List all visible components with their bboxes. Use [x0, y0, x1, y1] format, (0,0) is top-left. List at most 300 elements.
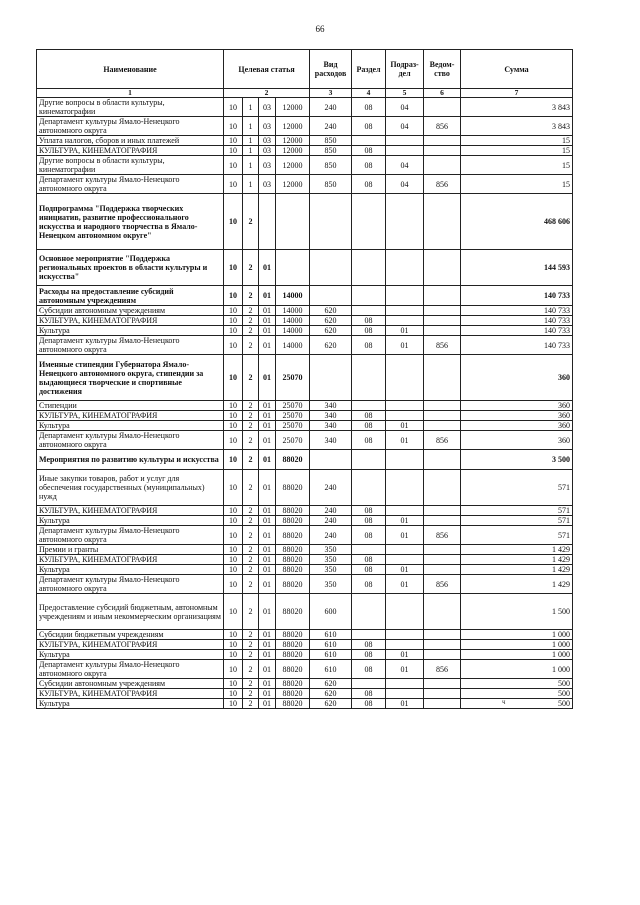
expense-type-cell: 240: [310, 516, 352, 526]
table-row: [37, 516, 573, 526]
department-cell: 856: [424, 175, 461, 194]
expense-type-cell: 620: [310, 306, 352, 316]
expense-type-cell: 350: [310, 565, 352, 575]
activity-code: 01: [259, 401, 276, 411]
direction-code: 12000: [276, 98, 310, 117]
department-cell: [424, 156, 461, 175]
program-code: 10: [224, 450, 243, 470]
table-row: [37, 411, 573, 421]
section-cell: [352, 250, 386, 286]
subsection-cell: [386, 146, 424, 156]
department-cell: [424, 555, 461, 565]
row-name: КУЛЬТУРА, КИНЕМАТОГРАФИЯ: [37, 316, 224, 326]
subsection-cell: 01: [386, 421, 424, 431]
table-row: [37, 286, 573, 306]
program-code: 10: [224, 98, 243, 117]
direction-code: 25070: [276, 421, 310, 431]
section-cell: [352, 630, 386, 640]
direction-code: 12000: [276, 175, 310, 194]
row-name: Департамент культуры Ямало-Ненецкого автономного округа: [37, 431, 224, 450]
table-row: [37, 401, 573, 411]
direction-code: 88020: [276, 679, 310, 689]
activity-code: 01: [259, 250, 276, 286]
expense-type-cell: 620: [310, 699, 352, 709]
sum-cell: 140 733: [461, 286, 573, 306]
section-cell: [352, 594, 386, 630]
activity-code: 01: [259, 640, 276, 650]
expense-type-cell: 620: [310, 336, 352, 355]
expense-type-cell: 340: [310, 401, 352, 411]
section-cell: [352, 286, 386, 306]
direction-code: 12000: [276, 146, 310, 156]
sum-cell: 1 429: [461, 555, 573, 565]
table-row: [37, 699, 573, 709]
table-row: [37, 555, 573, 565]
direction-code: 88020: [276, 630, 310, 640]
subprogram-code: 2: [243, 431, 259, 450]
department-cell: [424, 355, 461, 401]
row-name: Департамент культуры Ямало-Ненецкого автономного округа: [37, 336, 224, 355]
section-cell: [352, 306, 386, 316]
program-code: 10: [224, 689, 243, 699]
section-cell: 08: [352, 699, 386, 709]
header-section: Раздел: [352, 50, 386, 89]
direction-code: 88020: [276, 594, 310, 630]
row-name: Иные закупки товаров, работ и услуг для обеспечения государственных (муниципальных) нужд: [37, 470, 224, 506]
program-code: 10: [224, 156, 243, 175]
row-name: Департамент культуры Ямало-Ненецкого автономного округа: [37, 660, 224, 679]
direction-code: 12000: [276, 136, 310, 146]
row-name: Основное мероприятие "Поддержка региональных проектов в области культуры и искусства": [37, 250, 224, 286]
subsection-cell: 01: [386, 699, 424, 709]
department-cell: [424, 286, 461, 306]
department-cell: 856: [424, 526, 461, 545]
activity-code: 01: [259, 630, 276, 640]
table-row: [37, 660, 573, 679]
department-cell: [424, 306, 461, 316]
sum-cell: 571: [461, 470, 573, 506]
direction-code: 88020: [276, 650, 310, 660]
expense-type-cell: 620: [310, 326, 352, 336]
activity-code: 01: [259, 689, 276, 699]
direction-code: 88020: [276, 470, 310, 506]
subprogram-code: 2: [243, 194, 259, 250]
subprogram-code: 1: [243, 117, 259, 136]
program-code: 10: [224, 355, 243, 401]
row-name: КУЛЬТУРА, КИНЕМАТОГРАФИЯ: [37, 146, 224, 156]
subprogram-code: 1: [243, 136, 259, 146]
activity-code: 01: [259, 660, 276, 679]
section-cell: 08: [352, 117, 386, 136]
table-row: [37, 336, 573, 355]
expense-type-cell: 850: [310, 175, 352, 194]
direction-code: 88020: [276, 565, 310, 575]
expense-type-cell: 610: [310, 640, 352, 650]
table-row: [37, 506, 573, 516]
direction-code: 25070: [276, 401, 310, 411]
header-sum: Сумма: [461, 50, 573, 89]
subprogram-code: 2: [243, 699, 259, 709]
sum-cell: 360: [461, 411, 573, 421]
sum-cell: 360: [461, 431, 573, 450]
subsection-cell: [386, 401, 424, 411]
subsection-cell: 01: [386, 565, 424, 575]
row-name: КУЛЬТУРА, КИНЕМАТОГРАФИЯ: [37, 689, 224, 699]
program-code: 10: [224, 411, 243, 421]
program-code: 10: [224, 679, 243, 689]
row-name: Стипендии: [37, 401, 224, 411]
subprogram-code: 2: [243, 650, 259, 660]
direction-code: 14000: [276, 286, 310, 306]
direction-code: 12000: [276, 156, 310, 175]
program-code: 10: [224, 306, 243, 316]
row-name: Департамент культуры Ямало-Ненецкого автономного округа: [37, 575, 224, 594]
direction-code: 88020: [276, 640, 310, 650]
header-name: Наименование: [37, 50, 224, 89]
expense-type-cell: 610: [310, 630, 352, 640]
section-cell: [352, 470, 386, 506]
subprogram-code: 2: [243, 250, 259, 286]
expense-type-cell: 240: [310, 98, 352, 117]
direction-code: 25070: [276, 355, 310, 401]
department-cell: [424, 421, 461, 431]
expense-type-cell: 350: [310, 545, 352, 555]
section-cell: 08: [352, 506, 386, 516]
sum-cell: 3 843: [461, 117, 573, 136]
subsection-cell: [386, 306, 424, 316]
activity-code: 01: [259, 431, 276, 450]
sum-cell: 15: [461, 156, 573, 175]
department-cell: [424, 679, 461, 689]
department-cell: 856: [424, 660, 461, 679]
program-code: 10: [224, 470, 243, 506]
program-code: 10: [224, 630, 243, 640]
table-row: [37, 175, 573, 194]
subprogram-code: 2: [243, 355, 259, 401]
subsection-cell: 01: [386, 431, 424, 450]
program-code: 10: [224, 565, 243, 575]
direction-code: 14000: [276, 336, 310, 355]
subprogram-code: 2: [243, 516, 259, 526]
program-code: 10: [224, 136, 243, 146]
activity-code: 01: [259, 594, 276, 630]
program-code: 10: [224, 117, 243, 136]
activity-code: 03: [259, 136, 276, 146]
subprogram-code: 2: [243, 316, 259, 326]
expense-type-cell: 340: [310, 411, 352, 421]
row-name: КУЛЬТУРА, КИНЕМАТОГРАФИЯ: [37, 506, 224, 516]
subsection-cell: [386, 355, 424, 401]
sum-cell: 500: [461, 689, 573, 699]
subprogram-code: 2: [243, 575, 259, 594]
header-number: 6: [424, 89, 461, 98]
table-row: [37, 630, 573, 640]
subsection-cell: 01: [386, 660, 424, 679]
department-cell: [424, 146, 461, 156]
activity-code: [259, 194, 276, 250]
subsection-cell: 04: [386, 156, 424, 175]
program-code: 10: [224, 401, 243, 411]
department-cell: [424, 699, 461, 709]
subprogram-code: 2: [243, 630, 259, 640]
subprogram-code: 2: [243, 470, 259, 506]
table-row: [37, 250, 573, 286]
subsection-cell: [386, 316, 424, 326]
table-row: [37, 640, 573, 650]
section-cell: 08: [352, 316, 386, 326]
program-code: 10: [224, 431, 243, 450]
subprogram-code: 2: [243, 689, 259, 699]
subprogram-code: 2: [243, 565, 259, 575]
header-subsection: Подраз-дел: [386, 50, 424, 89]
department-cell: [424, 506, 461, 516]
department-cell: 856: [424, 117, 461, 136]
direction-code: 88020: [276, 555, 310, 565]
expense-type-cell: 240: [310, 526, 352, 545]
subsection-cell: [386, 194, 424, 250]
activity-code: 01: [259, 286, 276, 306]
sum-cell: 3 500: [461, 450, 573, 470]
sum-cell: 1 500: [461, 594, 573, 630]
activity-code: 01: [259, 545, 276, 555]
direction-code: [276, 194, 310, 250]
sum-cell: 3 843: [461, 98, 573, 117]
subprogram-code: 2: [243, 286, 259, 306]
sum-cell: 1 000: [461, 650, 573, 660]
expense-type-cell: 340: [310, 431, 352, 450]
subprogram-code: 2: [243, 326, 259, 336]
section-cell: 08: [352, 421, 386, 431]
row-name: Департамент культуры Ямало-Ненецкого автономного округа: [37, 175, 224, 194]
program-code: 10: [224, 516, 243, 526]
department-cell: [424, 565, 461, 575]
subprogram-code: 2: [243, 411, 259, 421]
table-row: [37, 470, 573, 506]
expense-type-cell: [310, 355, 352, 401]
expense-type-cell: 850: [310, 136, 352, 146]
program-code: 10: [224, 286, 243, 306]
sum-cell: 1 000: [461, 640, 573, 650]
department-cell: [424, 516, 461, 526]
department-cell: [424, 136, 461, 146]
direction-code: 88020: [276, 689, 310, 699]
program-code: 10: [224, 555, 243, 565]
row-name: Субсидии автономным учреждениям: [37, 306, 224, 316]
subprogram-code: 2: [243, 526, 259, 545]
sum-cell: 500: [461, 679, 573, 689]
header-number-row: [37, 89, 573, 98]
table-row: [37, 194, 573, 250]
subprogram-code: 2: [243, 660, 259, 679]
subsection-cell: [386, 594, 424, 630]
department-cell: [424, 545, 461, 555]
expense-type-cell: 600: [310, 594, 352, 630]
department-cell: [424, 450, 461, 470]
activity-code: 01: [259, 699, 276, 709]
subprogram-code: 2: [243, 555, 259, 565]
subsection-cell: [386, 679, 424, 689]
row-name: Субсидии автономным учреждениям: [37, 679, 224, 689]
subsection-cell: 01: [386, 575, 424, 594]
sum-cell: 1 429: [461, 545, 573, 555]
expense-type-cell: 240: [310, 117, 352, 136]
subsection-cell: [386, 506, 424, 516]
row-name: Мероприятия по развитию культуры и искусства: [37, 450, 224, 470]
subprogram-code: 2: [243, 450, 259, 470]
section-cell: [352, 450, 386, 470]
sum-cell: 571: [461, 526, 573, 545]
subprogram-code: 2: [243, 506, 259, 516]
activity-code: 01: [259, 470, 276, 506]
program-code: 10: [224, 194, 243, 250]
row-name: Уплата налогов, сборов и иных платежей: [37, 136, 224, 146]
program-code: 10: [224, 506, 243, 516]
table-row: [37, 146, 573, 156]
table-row: [37, 306, 573, 316]
section-cell: 08: [352, 565, 386, 575]
expense-type-cell: 620: [310, 316, 352, 326]
department-cell: [424, 250, 461, 286]
table-row: [37, 316, 573, 326]
activity-code: 03: [259, 146, 276, 156]
subprogram-code: 2: [243, 545, 259, 555]
section-cell: 08: [352, 336, 386, 355]
direction-code: 14000: [276, 326, 310, 336]
subprogram-code: 1: [243, 156, 259, 175]
sum-cell: 571: [461, 506, 573, 516]
sum-cell: 15: [461, 136, 573, 146]
subprogram-code: 1: [243, 175, 259, 194]
program-code: 10: [224, 640, 243, 650]
program-code: 10: [224, 336, 243, 355]
sum-cell: 140 733: [461, 306, 573, 316]
sum-cell: 140 733: [461, 326, 573, 336]
activity-code: 03: [259, 98, 276, 117]
subprogram-code: 2: [243, 640, 259, 650]
program-code: 10: [224, 526, 243, 545]
header-number: 7: [461, 89, 573, 98]
subprogram-code: 2: [243, 306, 259, 316]
header-number: 1: [37, 89, 224, 98]
subsection-cell: 04: [386, 117, 424, 136]
sum-cell: 360: [461, 355, 573, 401]
program-code: 10: [224, 650, 243, 660]
direction-code: 14000: [276, 306, 310, 316]
activity-code: 01: [259, 355, 276, 401]
sum-cell: 140 733: [461, 336, 573, 355]
department-cell: [424, 401, 461, 411]
direction-code: [276, 250, 310, 286]
department-cell: 856: [424, 431, 461, 450]
department-cell: [424, 594, 461, 630]
section-cell: 08: [352, 411, 386, 421]
row-name: Другие вопросы в области культуры, кинематографии: [37, 98, 224, 117]
subsection-cell: [386, 630, 424, 640]
row-name: Именные стипендии Губернатора Ямало-Ненецкого автономного округа, стипендии за выдающиеся творческие и спортивные достижения: [37, 355, 224, 401]
subsection-cell: [386, 450, 424, 470]
program-code: 10: [224, 175, 243, 194]
expense-type-cell: [310, 450, 352, 470]
section-cell: [352, 136, 386, 146]
direction-code: 88020: [276, 450, 310, 470]
section-cell: 08: [352, 175, 386, 194]
section-cell: 08: [352, 326, 386, 336]
subsection-cell: 04: [386, 98, 424, 117]
subprogram-code: 2: [243, 594, 259, 630]
department-cell: [424, 470, 461, 506]
program-code: 10: [224, 326, 243, 336]
row-name: КУЛЬТУРА, КИНЕМАТОГРАФИЯ: [37, 640, 224, 650]
subsection-cell: 01: [386, 336, 424, 355]
subsection-cell: [386, 640, 424, 650]
activity-code: 01: [259, 411, 276, 421]
activity-code: 01: [259, 679, 276, 689]
subsection-cell: [386, 250, 424, 286]
budget-table: [36, 49, 573, 709]
department-cell: [424, 640, 461, 650]
expense-type-cell: 240: [310, 506, 352, 516]
sum-cell: 468 606: [461, 194, 573, 250]
program-code: 10: [224, 421, 243, 431]
department-cell: [424, 630, 461, 640]
header-row: [37, 50, 573, 89]
subprogram-code: 2: [243, 336, 259, 355]
header-number: 2: [224, 89, 310, 98]
section-cell: [352, 355, 386, 401]
section-cell: [352, 679, 386, 689]
expense-type-cell: 610: [310, 660, 352, 679]
section-cell: 08: [352, 689, 386, 699]
direction-code: 88020: [276, 506, 310, 516]
expense-type-cell: 350: [310, 575, 352, 594]
subprogram-code: 2: [243, 679, 259, 689]
activity-code: 01: [259, 650, 276, 660]
section-cell: 08: [352, 516, 386, 526]
sum-cell: 1 429: [461, 565, 573, 575]
table-row: [37, 650, 573, 660]
activity-code: 01: [259, 555, 276, 565]
row-name: Расходы на предоставление субсидий автономным учреждениям: [37, 286, 224, 306]
activity-code: 01: [259, 575, 276, 594]
table-row: [37, 450, 573, 470]
section-cell: [352, 194, 386, 250]
expense-type-cell: 850: [310, 156, 352, 175]
sum-cell: 571: [461, 516, 573, 526]
row-name: Субсидии бюджетным учреждениям: [37, 630, 224, 640]
department-cell: 856: [424, 336, 461, 355]
header-department: Ведом-ство: [424, 50, 461, 89]
section-cell: 08: [352, 660, 386, 679]
activity-code: 01: [259, 516, 276, 526]
section-cell: [352, 545, 386, 555]
activity-code: 03: [259, 156, 276, 175]
activity-code: 01: [259, 565, 276, 575]
sum-cell: 360: [461, 421, 573, 431]
table-row: [37, 565, 573, 575]
stray-mark: ч: [502, 698, 506, 706]
row-name: Подпрограмма "Поддержка творческих инициатив, развитие профессионального искусства и народного творчества в Ямало-Ненецком автономном округе": [37, 194, 224, 250]
direction-code: 88020: [276, 575, 310, 594]
row-name: Другие вопросы в области культуры, кинематографии: [37, 156, 224, 175]
direction-code: 14000: [276, 316, 310, 326]
row-name: Культура: [37, 516, 224, 526]
subsection-cell: [386, 470, 424, 506]
expense-type-cell: 350: [310, 555, 352, 565]
row-name: Департамент культуры Ямало-Ненецкого автономного округа: [37, 526, 224, 545]
subsection-cell: 01: [386, 326, 424, 336]
subsection-cell: 01: [386, 516, 424, 526]
table-row: [37, 594, 573, 630]
